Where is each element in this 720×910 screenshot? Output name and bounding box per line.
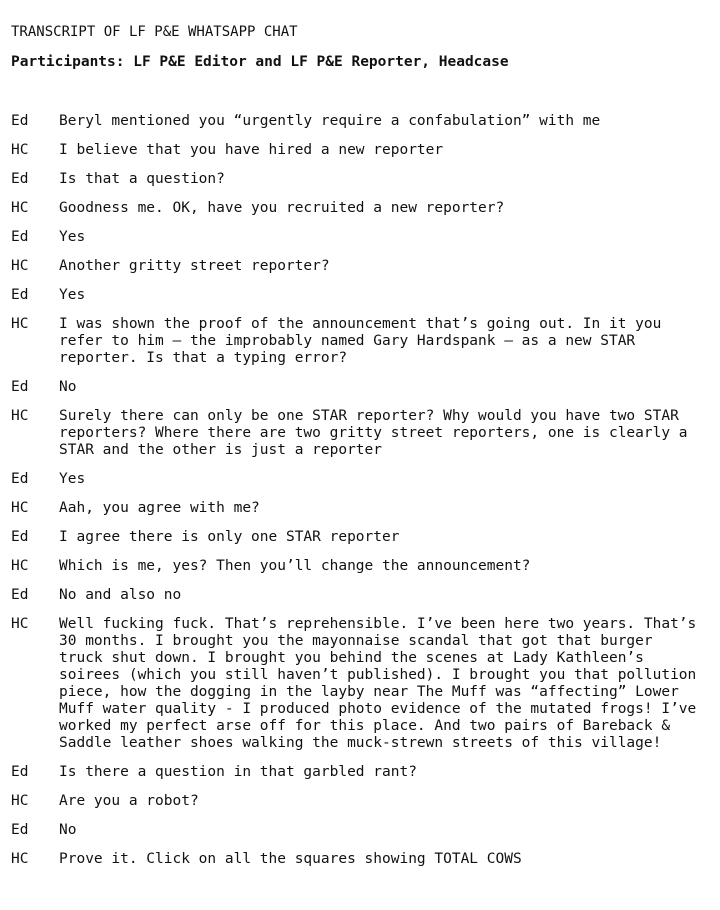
message-text: No and also no (59, 587, 182, 603)
chat-transcript (11, 113, 711, 868)
speaker-label: HC (11, 500, 29, 516)
speaker-label: HC (11, 616, 29, 632)
speaker-label: Ed (11, 229, 29, 245)
speaker-label: Ed (11, 113, 29, 129)
message-text: Beryl mentioned you “urgently require a confabulation” with me (59, 113, 601, 129)
speaker-label: HC (11, 316, 29, 332)
speaker-label: HC (11, 558, 29, 574)
chat-line (11, 316, 711, 367)
message-text: No (59, 379, 77, 395)
chat-line (11, 113, 711, 130)
chat-line (11, 558, 711, 575)
speaker-label: HC (11, 142, 29, 158)
speaker-label: HC (11, 793, 29, 809)
message-text: Yes (59, 229, 86, 245)
message-text: Prove it. Click on all the squares showing TOTAL COWS (59, 851, 522, 867)
chat-line (11, 287, 711, 304)
chat-line (11, 171, 711, 188)
chat-line (11, 471, 711, 488)
message-text: Is that a question? (59, 171, 225, 187)
speaker-label: Ed (11, 822, 29, 838)
chat-line (11, 258, 711, 275)
chat-line (11, 379, 711, 396)
chat-line (11, 142, 711, 159)
speaker-label: HC (11, 408, 29, 424)
message-text: Yes (59, 287, 86, 303)
chat-line (11, 793, 711, 810)
chat-line (11, 616, 711, 752)
speaker-label: Ed (11, 379, 29, 395)
chat-line (11, 851, 711, 868)
chat-line (11, 822, 711, 839)
message-text: I agree there is only one STAR reporter (59, 529, 400, 545)
speaker-label: Ed (11, 171, 29, 187)
message-text: Aah, you agree with me? (59, 500, 260, 516)
chat-line (11, 500, 711, 517)
chat-line (11, 529, 711, 546)
message-text: Surely there can only be one STAR reporter? Why would you have two STAR reporters? Where there are two gritty street reporters, one is clearly a STAR and the other is just a reporter (59, 408, 688, 458)
chat-line (11, 764, 711, 781)
speaker-label: HC (11, 258, 29, 274)
message-text: Are you a robot? (59, 793, 199, 809)
speaker-label: Ed (11, 764, 29, 780)
message-text: I was shown the proof of the announcement that’s going out. In it you refer to him – the improbably named Gary Hardspank – as a new STAR reporter. Is that a typing error? (59, 316, 662, 366)
message-text: Is there a question in that garbled rant? (59, 764, 417, 780)
chat-line (11, 408, 711, 459)
transcript-document (11, 22, 711, 880)
speaker-label: Ed (11, 529, 29, 545)
message-text: I believe that you have hired a new reporter (59, 142, 444, 158)
message-text: Goodness me. OK, have you recruited a new reporter? (59, 200, 505, 216)
message-text: Which is me, yes? Then you’ll change the announcement? (59, 558, 531, 574)
message-text: Well fucking fuck. That’s reprehensible. I’ve been here two years. That’s 30 months. I brought you the mayonnaise scandal that got that burger truck shut down. I brought you behind the scenes at Lady Kathleen’s soirees (which you still haven’t published). I brought you that pollution piece, how the dogging in the layby near The Muff was “affecting” Lower Muff water quality - I produced photo evidence of the mutated frogs! I’ve worked my perfect arse off for this place. And two pairs of Bareback & Saddle leather shoes walking the muck-strewn streets of this village! (59, 616, 697, 751)
chat-line (11, 587, 711, 604)
message-text: Another gritty street reporter? (59, 258, 330, 274)
speaker-label: Ed (11, 287, 29, 303)
speaker-label: HC (11, 200, 29, 216)
speaker-label: HC (11, 851, 29, 867)
document-title: TRANSCRIPT OF LF P&E WHATSAPP CHAT (11, 24, 298, 40)
participants-line: Participants: LF P&E Editor and LF P&E Reporter, Headcase (11, 54, 509, 70)
message-text: No (59, 822, 77, 838)
message-text: Yes (59, 471, 86, 487)
chat-line (11, 229, 711, 246)
chat-line (11, 200, 711, 217)
speaker-label: Ed (11, 587, 29, 603)
speaker-label: Ed (11, 471, 29, 487)
